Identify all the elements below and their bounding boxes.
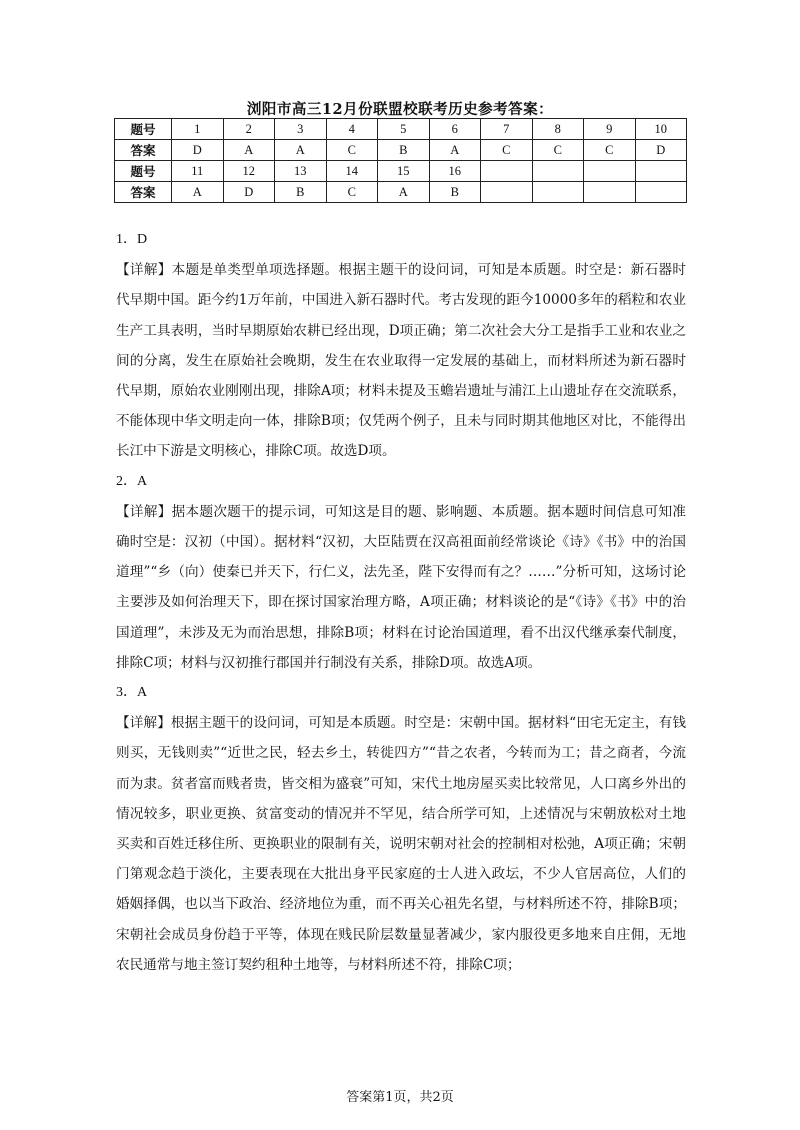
table-row-label: 答案: [115, 140, 172, 161]
table-cell: 4: [326, 119, 378, 140]
table-cell: A: [172, 182, 224, 203]
table-row-label: 答案: [115, 182, 172, 203]
table-cell: 10: [635, 119, 687, 140]
document-title: 浏阳市高三12月份联盟校联考历史参考答案：: [246, 101, 554, 118]
table-cell: D: [172, 140, 224, 161]
table-cell: 11: [172, 161, 224, 182]
question-number: 2．A: [116, 473, 148, 489]
question-explanation: 【详解】根据主题干的设问词，可知是本质题。时空是：宋朝中国。据材料“田宅无定主，有钱则买，无钱则卖”“近世之民，轻去乡土，转徙四方”“昔之农者，今转而为工；昔之商者，今流而为隶。贫者富而贱者贵，皆交相为盛衰”可知，宋代土地房屋买卖比较常见，人口离乡外出的情况较多，职业更换、贫富变动的情况并不罕见，结合所学可知，上述情况与宋朝放松对土地买卖和百姓迁移住所、更换职业的限制有关，说明宋朝对社会的控制相对松弛，A项正确；宋朝门第观念趋于淡化，主要表现在大批出身平民家庭的士人进入政坛，不少人官居高位，人们的婚姻择偶，也以当下政治、经济地位为重，而不再关心祖先名望，与材料所述不符，排除B项；宋朝社会成员身份趋于平等，体现在贱民阶层数量显著减少，家内服役更多地来自庄佣，无地农民通常与地主签订契约租种土地等，与材料所述不符，排除C项；: [116, 715, 686, 973]
table-cell: 6: [429, 119, 481, 140]
question-explanation: 【详解】本题是单类型单项选择题。根据主题干的设问词，可知是本质题。时空是：新石器时代早期中国。距今约1万年前，中国进入新石器时代。考古发现的距今10000多年的稻粒和农业生产工具表明，当时早期原始农耕已经出现，D项正确；第二次社会大分工是指手工业和农业之间的分离，发生在原始社会晚期，发生在农业取得一定发展的基础上，而材料所述为新石器时代早期，原始农业刚刚出现，排除A项；材料未提及玉蟾岩遗址与浦江上山遗址存在交流联系，不能体现中华文明走向一体，排除B项；仅凭两个例子，且未与同时期其他地区对比，不能得出长江中下游是文明核心，排除C项。故选D项。: [116, 262, 686, 460]
table-cell: 12: [223, 161, 275, 182]
table-cell: A: [378, 182, 430, 203]
table-cell: 15: [378, 161, 430, 182]
table-cell: C: [584, 140, 636, 161]
table-cell: 9: [584, 119, 636, 140]
table-cell: A: [223, 140, 275, 161]
table-cell: A: [275, 140, 327, 161]
table-cell: [584, 161, 636, 182]
table-cell: [532, 161, 584, 182]
table-cell: D: [223, 182, 275, 203]
answer-table: [114, 118, 687, 203]
table-row: [115, 161, 687, 182]
table-cell: 5: [378, 119, 430, 140]
table-cell: 2: [223, 119, 275, 140]
table-row-label: 题号: [115, 161, 172, 182]
table-cell: 3: [275, 119, 327, 140]
table-cell: C: [481, 140, 533, 161]
table-cell: A: [429, 140, 481, 161]
table-cell: C: [326, 140, 378, 161]
table-cell: B: [429, 182, 481, 203]
table-cell: 13: [275, 161, 327, 182]
table-cell: C: [532, 140, 584, 161]
table-cell: [635, 161, 687, 182]
table-cell: B: [275, 182, 327, 203]
question-number: 1．D: [116, 232, 148, 247]
explanations: [116, 225, 686, 980]
table-cell: [635, 182, 687, 203]
table-row: [115, 182, 687, 203]
table-cell: [481, 161, 533, 182]
table-cell: 16: [429, 161, 481, 182]
table-row-label: 题号: [115, 119, 172, 140]
table-cell: 14: [326, 161, 378, 182]
table-cell: 1: [172, 119, 224, 140]
question-number: 3．A: [116, 685, 148, 701]
table-cell: [584, 182, 636, 203]
table-cell: 8: [532, 119, 584, 140]
table-cell: [532, 182, 584, 203]
table-row: [115, 119, 687, 140]
question-explanation: 【详解】据本题次题干的提示词，可知这是目的题、影响题、本质题。据本题时间信息可知准确时空是：汉初（中国）。据材料“汉初，大臣陆贾在汉高祖面前经常谈论《诗》《书》中的治国道理”“乡（向）使秦已并天下，行仁义，法先圣，陛下安得而有之？……”分析可知，这场讨论主要涉及如何治理天下，即在探讨国家治理方略，A项正确；材料谈论的是“《诗》《书》中的治国道理”，未涉及无为而治思想，排除B项；材料在讨论治国道理，看不出汉代继承秦代制度，排除C项；材料与汉初推行郡国并行制没有关系，排除D项。故选A项。: [116, 503, 686, 671]
page-footer: 答案第1页，共2页: [346, 1090, 454, 1105]
table-cell: [481, 182, 533, 203]
table-cell: C: [326, 182, 378, 203]
table-row: [115, 140, 687, 161]
table-cell: D: [635, 140, 687, 161]
table-cell: 7: [481, 119, 533, 140]
table-cell: B: [378, 140, 430, 161]
